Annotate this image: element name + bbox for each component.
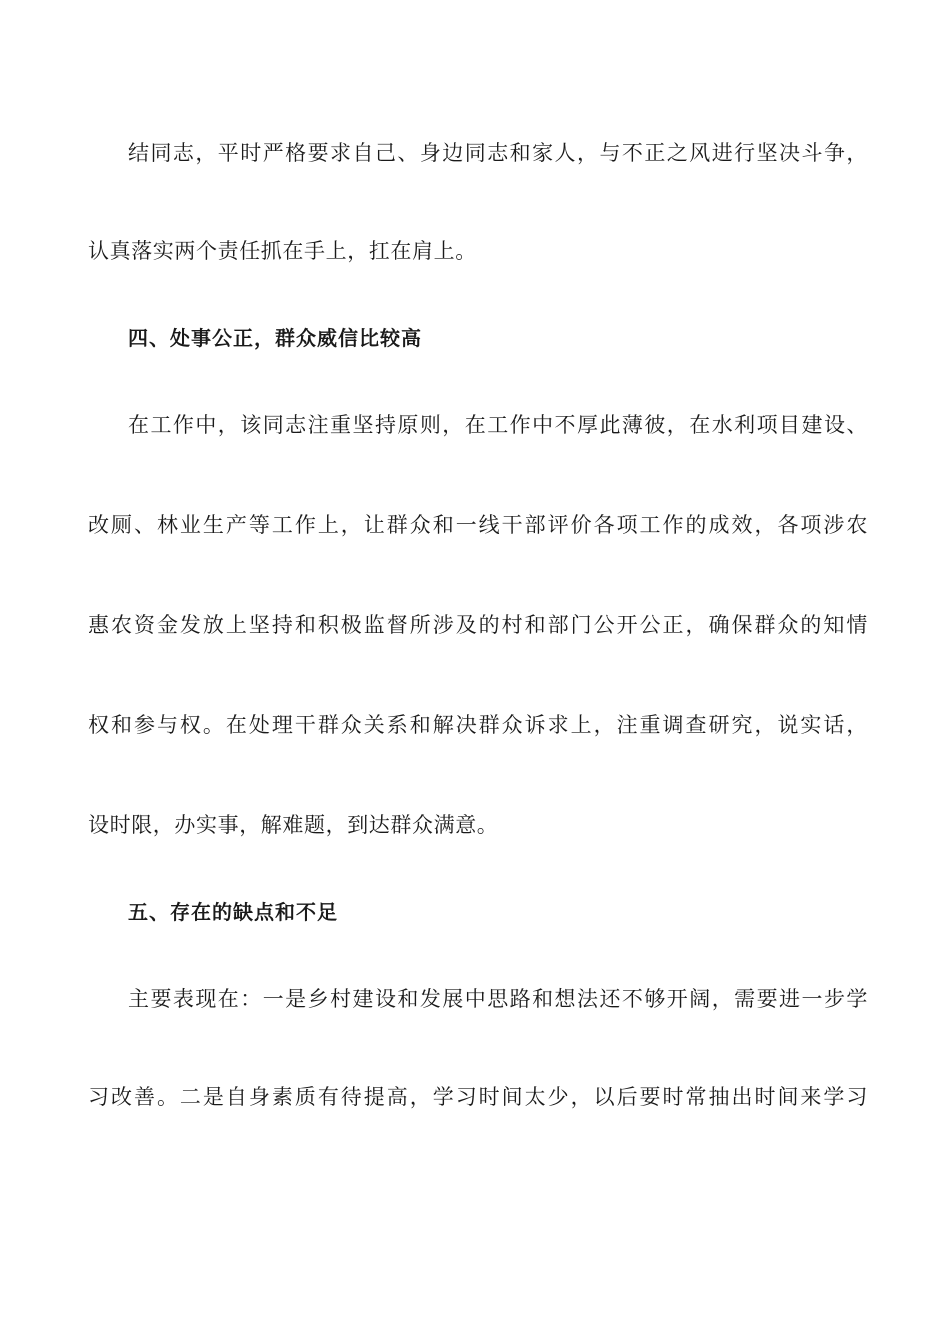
paragraph-line: 主要表现在：一是乡村建设和发展中思路和想法还不够开阔，需要进一步学	[128, 987, 868, 1011]
paragraph-line: 认真落实两个责任抓在手上，扛在肩上。	[88, 239, 477, 263]
paragraph-line: 结同志，平时严格要求自己、身边同志和家人，与不正之风进行坚决斗争，	[128, 141, 868, 165]
paragraph-line: 在工作中，该同志注重坚持原则，在工作中不厚此薄彼，在水利项目建设、	[128, 413, 868, 437]
section-heading: 五、存在的缺点和不足	[128, 900, 338, 924]
paragraph-line: 改厕、林业生产等工作上，让群众和一线干部评价各项工作的成效，各项涉农	[88, 513, 868, 537]
paragraph-line: 习改善。二是自身素质有待提高，学习时间太少，以后要时常抽出时间来学习	[88, 1085, 868, 1109]
paragraph-line: 设时限，办实事，解难题，到达群众满意。	[88, 813, 499, 837]
paragraph-line: 惠农资金发放上坚持和积极监督所涉及的村和部门公开公正，确保群众的知情	[88, 613, 868, 637]
section-heading: 四、处事公正，群众威信比较高	[128, 326, 422, 350]
paragraph-line: 权和参与权。在处理干群众关系和解决群众诉求上，注重调查研究，说实话，	[88, 713, 868, 737]
